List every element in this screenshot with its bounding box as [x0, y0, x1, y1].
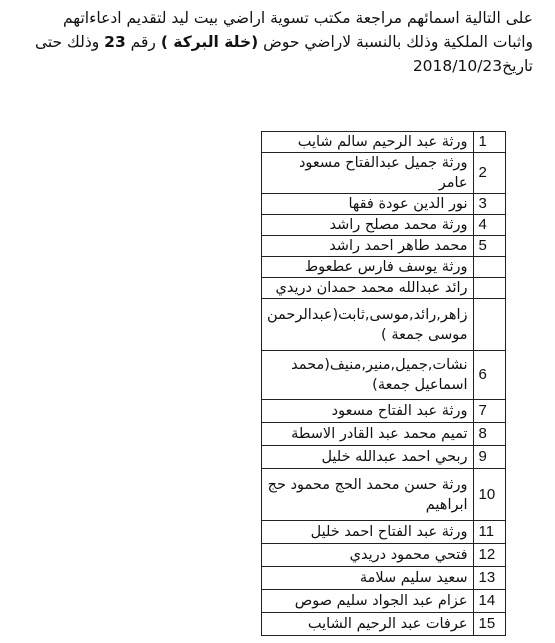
owner-name: ورثة محمد مصلح راشد — [262, 215, 474, 236]
owner-name: رائد عبدالله محمد حمدان دريدي — [262, 278, 474, 299]
row-number: 10 — [473, 469, 505, 521]
intro-line-3 — [8, 54, 533, 78]
table-row — [262, 469, 506, 521]
table-row — [262, 153, 506, 194]
row-number: 14 — [473, 590, 505, 613]
owner-name: نشات,جميل,منير,منيف(محمد اسماعيل جمعة) — [262, 351, 474, 400]
table-row — [262, 194, 506, 215]
row-number — [473, 257, 505, 278]
owner-name: زاهر,رائد,موسى,ثابت(عبدالرحمن موسى جمعة ) — [262, 299, 474, 351]
basin-name: (خلة البركة ) — [160, 33, 259, 51]
row-number — [473, 299, 505, 351]
owner-name: ورثة حسن محمد الحج محمود حج ابراهيم — [262, 469, 474, 521]
intro-line-3-prefix: تاريخ — [502, 57, 533, 75]
table-row — [262, 567, 506, 590]
owner-name: عزام عبد الجواد سليم صوص — [262, 590, 474, 613]
owner-name: ربحي احمد عبدالله خليل — [262, 446, 474, 469]
owner-name: ورثة جميل عبدالفتاح مسعود عامر — [262, 153, 474, 194]
table-row — [262, 544, 506, 567]
owners-table — [261, 131, 506, 636]
table-row — [262, 351, 506, 400]
owner-name: فتحي محمود دريدي — [262, 544, 474, 567]
owner-name: ورثة عبد الفتاح مسعود — [262, 400, 474, 423]
row-number: 7 — [473, 400, 505, 423]
owner-name: سعيد سليم سلامة — [262, 567, 474, 590]
table-row — [262, 590, 506, 613]
table-row — [262, 215, 506, 236]
row-number — [473, 278, 505, 299]
row-number: 9 — [473, 446, 505, 469]
row-number: 11 — [473, 521, 505, 544]
table-row — [262, 521, 506, 544]
table-row — [262, 257, 506, 278]
intro-line-2-mid: رقم — [125, 33, 161, 51]
row-number: 2 — [473, 153, 505, 194]
row-number: 13 — [473, 567, 505, 590]
intro-line-2-suffix: وذلك حتى — [34, 33, 105, 51]
owner-name: نور الدين عودة فقها — [262, 194, 474, 215]
owners-table-body — [262, 132, 506, 636]
intro-line-1-text: على التالية اسمائهم مراجعة مكتب تسوية اراضي بيت ليد لتقديم ادعاءاتهم — [62, 9, 533, 27]
owner-name: عرفات عبد الرحيم الشايب — [262, 613, 474, 636]
table-row — [262, 132, 506, 153]
owner-name: تميم محمد عبد القادر الاسطة — [262, 423, 474, 446]
intro-line-2 — [8, 30, 533, 54]
table-row — [262, 400, 506, 423]
owner-name: محمد طاهر احمد راشد — [262, 236, 474, 257]
intro-line-1 — [8, 6, 533, 30]
owner-name: ورثة يوسف فارس عطعوط — [262, 257, 474, 278]
row-number: 12 — [473, 544, 505, 567]
row-number: 3 — [473, 194, 505, 215]
owner-name: ورثة عبد الرحيم سالم شايب — [262, 132, 474, 153]
intro-paragraph — [8, 6, 533, 78]
intro-line-2-prefix: واثبات الملكية وذلك بالنسبة لاراضي حوض — [258, 33, 533, 51]
row-number: 5 — [473, 236, 505, 257]
table-row — [262, 278, 506, 299]
table-row — [262, 446, 506, 469]
table-row — [262, 423, 506, 446]
row-number: 8 — [473, 423, 505, 446]
basin-number: 23 — [104, 33, 126, 51]
owner-name: ورثة عبد الفتاح احمد خليل — [262, 521, 474, 544]
table-row — [262, 613, 506, 636]
deadline-date: 2018/10/23 — [412, 57, 503, 75]
row-number: 6 — [473, 351, 505, 400]
table-row — [262, 299, 506, 351]
table-row — [262, 236, 506, 257]
row-number: 4 — [473, 215, 505, 236]
row-number: 15 — [473, 613, 505, 636]
row-number: 1 — [473, 132, 505, 153]
